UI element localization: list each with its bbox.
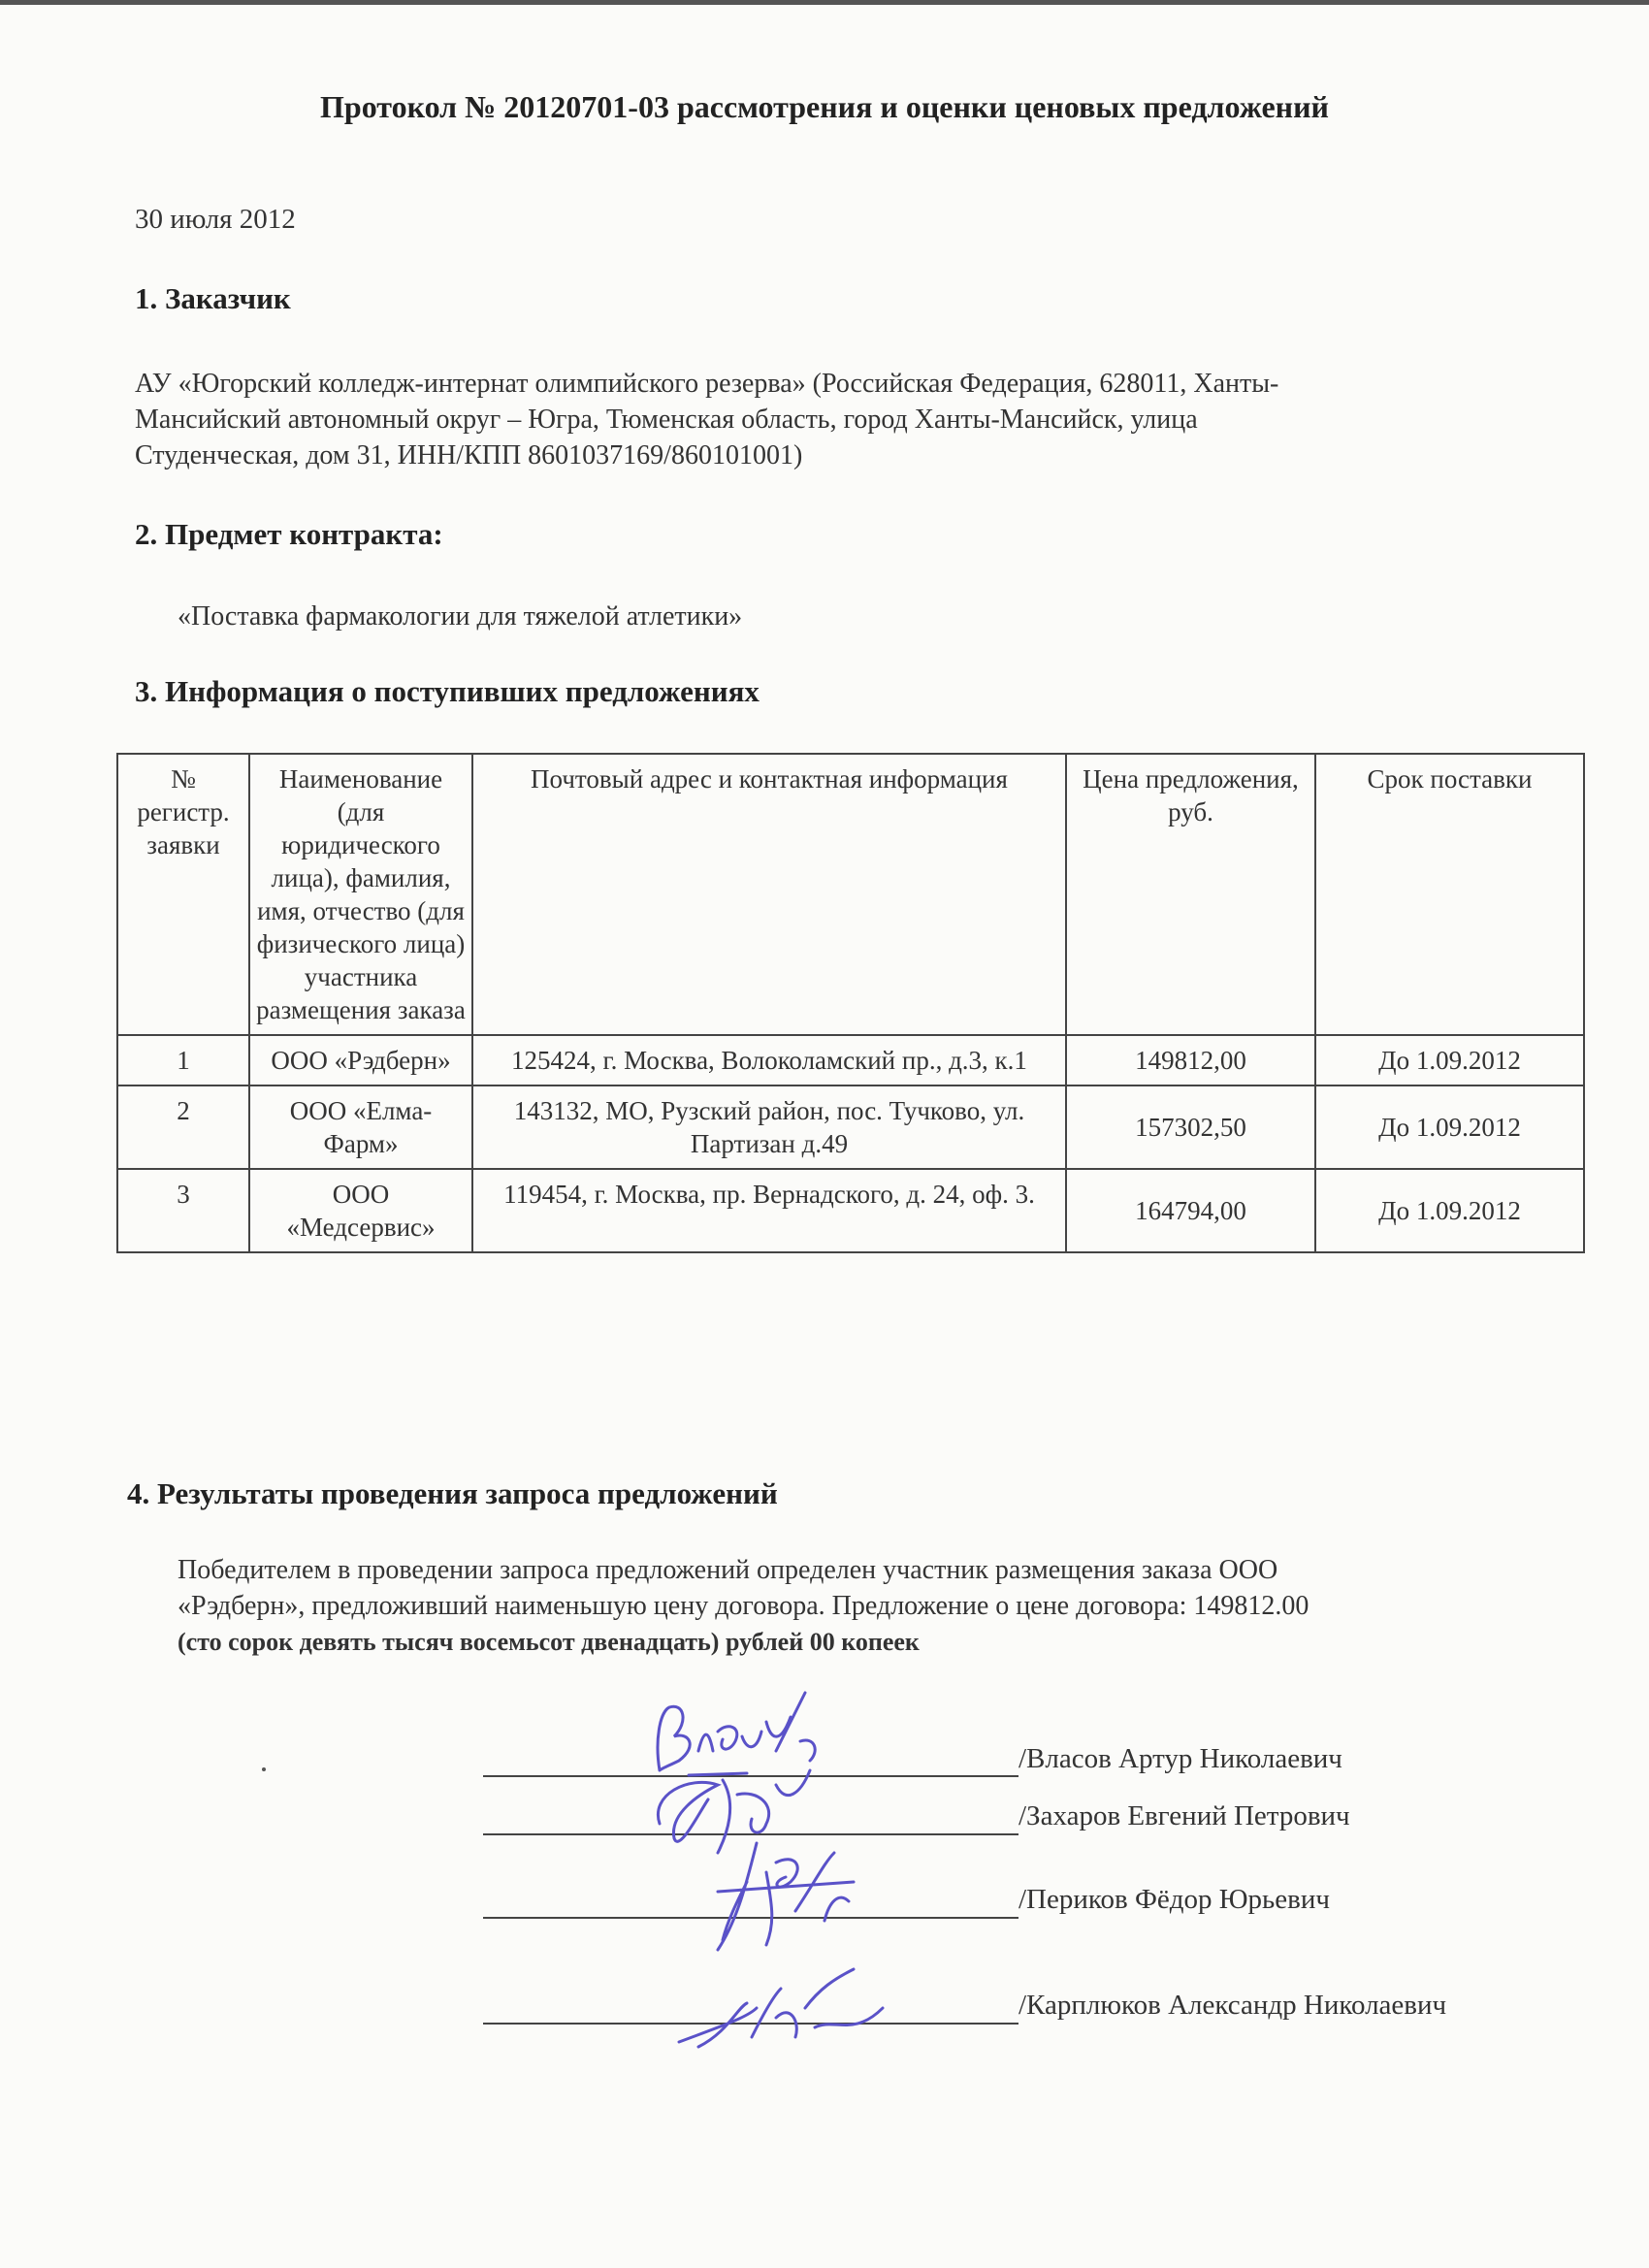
customer-details — [135, 366, 1590, 473]
customer-line: АУ «Югорский колледж-интернат олимпийского резерва» (Российская Федерация, 628011, Ханты- — [135, 369, 1279, 399]
cell-name: ООО «Елма-Фарм» — [249, 1085, 472, 1169]
column-header: Цена предложения, руб. — [1066, 754, 1315, 1035]
table-row — [117, 1085, 1584, 1169]
cell-price: 157302,50 — [1066, 1085, 1315, 1169]
cell-address: 119454, г. Москва, пр. Вернадского, д. 24, оф. 3. — [472, 1169, 1066, 1252]
signatory-name: /Захаров Евгений Петрович — [1018, 1800, 1350, 1831]
cell-address: 125424, г. Москва, Волоколамский пр., д.3, к.1 — [472, 1035, 1066, 1085]
cell-name: ООО «Рэдберн» — [249, 1035, 472, 1085]
cell-price: 149812,00 — [1066, 1035, 1315, 1085]
cell-term: До 1.09.2012 — [1315, 1085, 1584, 1169]
table-row — [117, 1035, 1584, 1085]
document-title: Протокол № 20120701-03 рассмотрения и оценки ценовых предложений — [320, 89, 1329, 124]
section-customer-heading: 1. Заказчик — [135, 281, 291, 315]
contract-subject: «Поставка фармакологии для тяжелой атлетики» — [178, 601, 743, 632]
section-results-heading: 4. Результаты проведения запроса предложений — [127, 1476, 778, 1510]
signatory-name: /Власов Артур Николаевич — [1018, 1743, 1342, 1774]
section-subject-heading: 2. Предмет контракта: — [135, 517, 443, 551]
signatory-name: /Периков Фёдор Юрьевич — [1018, 1884, 1330, 1915]
column-header: Почтовый адрес и контактная информация — [472, 754, 1066, 1035]
results-line: Победителем в проведении запроса предложений определен участник размещения заказа ООО — [178, 1555, 1278, 1585]
column-header: Срок поставки — [1315, 754, 1584, 1035]
column-header: Наименование (для юридического лица), фамилия, имя, отчество (для физического лица) участника размещения заказа — [249, 754, 472, 1035]
scan-speck — [262, 1767, 266, 1771]
table-row — [117, 1169, 1584, 1252]
table-header-row — [117, 754, 1584, 1035]
document-date: 30 июля 2012 — [135, 204, 296, 235]
cell-price: 164794,00 — [1066, 1169, 1315, 1252]
cell-address: 143132, МО, Рузский район, пос. Тучково, ул. Партизан д.49 — [472, 1085, 1066, 1169]
signature-karplyukov — [660, 1950, 902, 2066]
section-offers-heading: 3. Информация о поступивших предложениях — [135, 674, 760, 708]
signatory-name: /Карплюков Александр Николаевич — [1018, 1990, 1447, 2021]
customer-line: Мансийский автономный округ – Югра, Тюменская область, город Ханты-Мансийск, улица — [135, 405, 1198, 435]
amount-in-words: (сто сорок девять тысяч восемьсот двенадцать) рублей 00 копеек — [178, 1628, 920, 1656]
scan-top-edge — [0, 0, 1649, 5]
offers-table — [116, 753, 1585, 1253]
cell-name: ООО «Медсервис» — [249, 1169, 472, 1252]
cell-num: 3 — [117, 1169, 249, 1252]
cell-num: 1 — [117, 1035, 249, 1085]
results-text — [178, 1552, 1613, 1660]
cell-term: До 1.09.2012 — [1315, 1169, 1584, 1252]
signature-perikov — [679, 1824, 892, 1960]
cell-term: До 1.09.2012 — [1315, 1035, 1584, 1085]
results-line: «Рэдберн», предложивший наименьшую цену договора. Предложение о цене договора: 149812.00 — [178, 1591, 1310, 1621]
column-header: № регистр. заявки — [117, 754, 249, 1035]
cell-num: 2 — [117, 1085, 249, 1169]
customer-line: Студенческая, дом 31, ИНН/КПП 8601037169/860101001) — [135, 440, 803, 470]
